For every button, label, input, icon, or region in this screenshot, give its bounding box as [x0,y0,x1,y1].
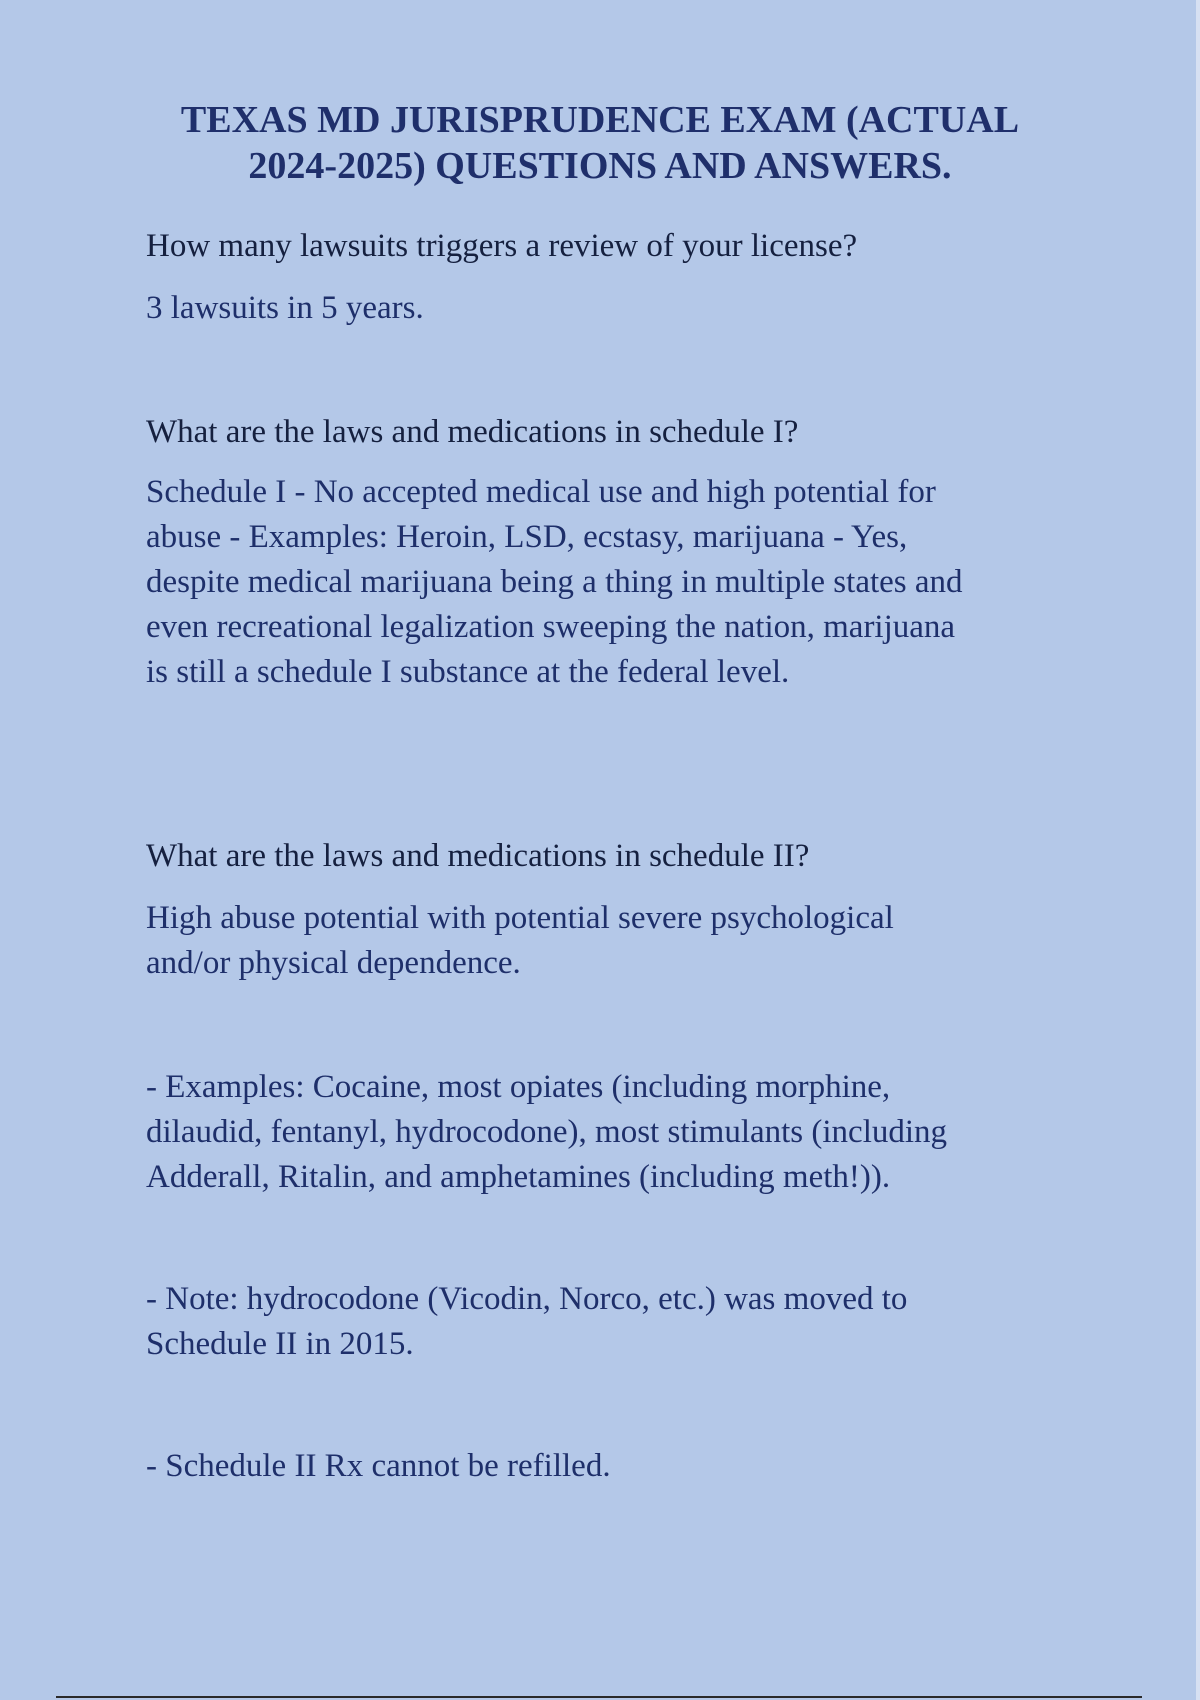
qa-item-3 [146,836,1066,876]
answer-3-line: - Examples: Cocaine, most opiates (including morphine, [146,1069,891,1105]
answer-2-line: Schedule I - No accepted medical use and high potential for [146,474,936,510]
question-1: How many lawsuits triggers a review of your license? [146,228,858,264]
answer-3-line: and/or physical dependence. [146,945,521,981]
answer-3-line: dilaudid, fentanyl, hydrocodone), most stimulants (including [146,1114,948,1150]
qa-item-2 [146,412,1066,452]
answer-3-line: - Schedule II Rx cannot be refilled. [146,1448,611,1484]
answer-3-paragraph-2 [146,1065,1066,1200]
answer-2 [146,470,1066,695]
answer-1-line: 3 lawsuits in 5 years. [146,290,424,326]
title-line: TEXAS MD JURISPRUDENCE EXAM (ACTUAL [180,99,1020,142]
answer-1 [146,286,1066,331]
answer-3-paragraph-3 [146,1277,1066,1367]
question-2: What are the laws and medications in schedule I? [146,414,799,450]
qa-item-1 [146,226,1066,266]
answer-2-line: is still a schedule I substance at the federal level. [146,654,790,690]
answer-3-line: High abuse potential with potential severe psychological [146,900,894,936]
answer-2-line: despite medical marijuana being a thing in multiple states and [146,564,963,600]
answer-2-line: even recreational legalization sweeping the nation, marijuana [146,609,956,645]
answer-3-line: Schedule II in 2015. [146,1326,414,1362]
answer-2-line: abuse - Examples: Heroin, LSD, ecstasy, marijuana - Yes, [146,519,908,555]
question-3: What are the laws and medications in schedule II? [146,838,810,874]
answer-3-paragraph-1 [146,896,1066,986]
answer-3-line: Adderall, Ritalin, and amphetamines (including meth!)). [146,1159,891,1195]
answer-3-paragraph-4 [146,1444,1066,1489]
page-edge [1196,0,1200,1700]
footer-rule [56,1696,1142,1698]
document-title [100,97,1100,189]
title-line: 2024-2025) QUESTIONS AND ANSWERS. [248,145,952,188]
answer-3-line: - Note: hydrocodone (Vicodin, Norco, etc.) was moved to [146,1281,908,1317]
